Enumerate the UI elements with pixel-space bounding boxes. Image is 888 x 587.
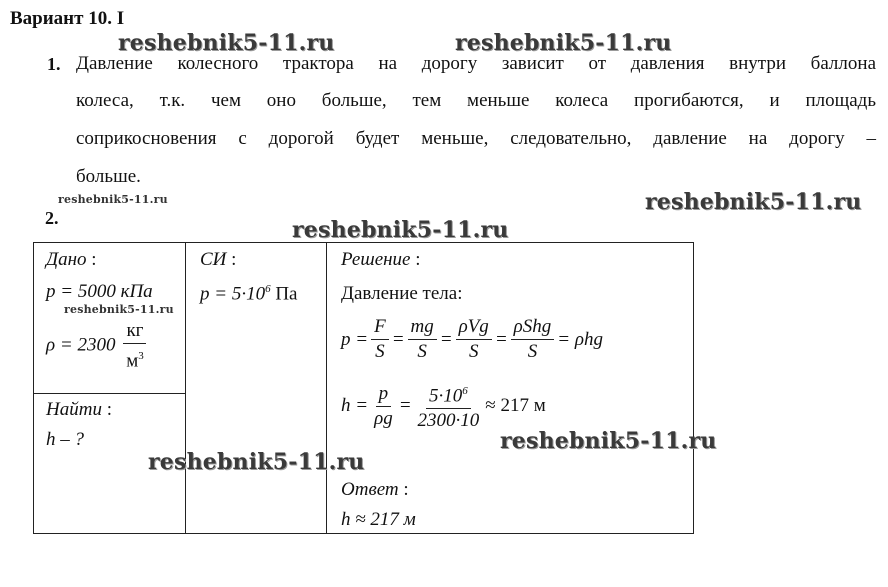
equation-pressure: p = $\frac{F}{S}$ = $\frac{mg}{S}$ = $\frac{\text{ρVg}}{S}$ = $\frac{\text{ρShg}}{S}$ = ρhg [341,316,603,362]
equation-height: h = $\frac{p}{\rho g}$ = $\frac{5\cdot 10^6}{2300\cdot 10}$ ≈ 217 м [341,379,546,433]
watermark-small-2: reshebnik5-11.ru [64,303,174,316]
find-label: Найти : [46,399,112,420]
table-divider-given-find [34,393,185,394]
problem-1-line-3: соприкосновения с дорогой будет меньше, следовательно, давление на дорогу – [76,128,876,149]
watermark-3: reshebnik5-11.ru [645,189,862,215]
answer-value: h ≈ 217 м [341,509,416,530]
watermark-1: reshebnik5-11.ru [118,30,335,56]
problem-2-number: 2. [45,208,59,228]
answer-label: Ответ : [341,479,409,500]
problem-1-line-1: Давление колесного трактора на дорогу зависит от давления внутри баллона [76,53,876,74]
si-pressure: $p = 5\cdot 10^6$ Па [200,283,298,305]
problem-1-number: 1. [47,54,61,74]
given-density: ρ = 2300 $\frac{кг}{м^3}$ [46,319,150,373]
find-value: h – ? [46,429,84,450]
watermark-6: reshebnik5-11.ru [148,449,365,475]
density-unit-fraction: $\frac{кг}{м^3}$ [123,319,147,373]
problem-1-line-4: больше. [76,166,141,187]
table-divider-1 [185,243,186,533]
watermark-5: reshebnik5-11.ru [500,428,717,454]
problem-1-line-2: колеса, т.к. чем оно больше, тем меньше колеса прогибаются, и площадь [76,90,876,111]
watermark-2: reshebnik5-11.ru [455,30,672,56]
given-pressure: p = 5000 кПа [46,281,153,302]
table-divider-2 [326,243,327,533]
solution-label: Решение : [341,249,421,270]
watermark-4: reshebnik5-11.ru [292,217,509,243]
solution-intro: Давление тела: [341,283,463,304]
solution-table [33,242,694,534]
given-label: Дано : [46,249,97,270]
watermark-small-1: reshebnik5-11.ru [58,193,168,206]
si-label: СИ : [200,249,237,270]
variant-heading: Вариант 10. I [10,8,125,29]
